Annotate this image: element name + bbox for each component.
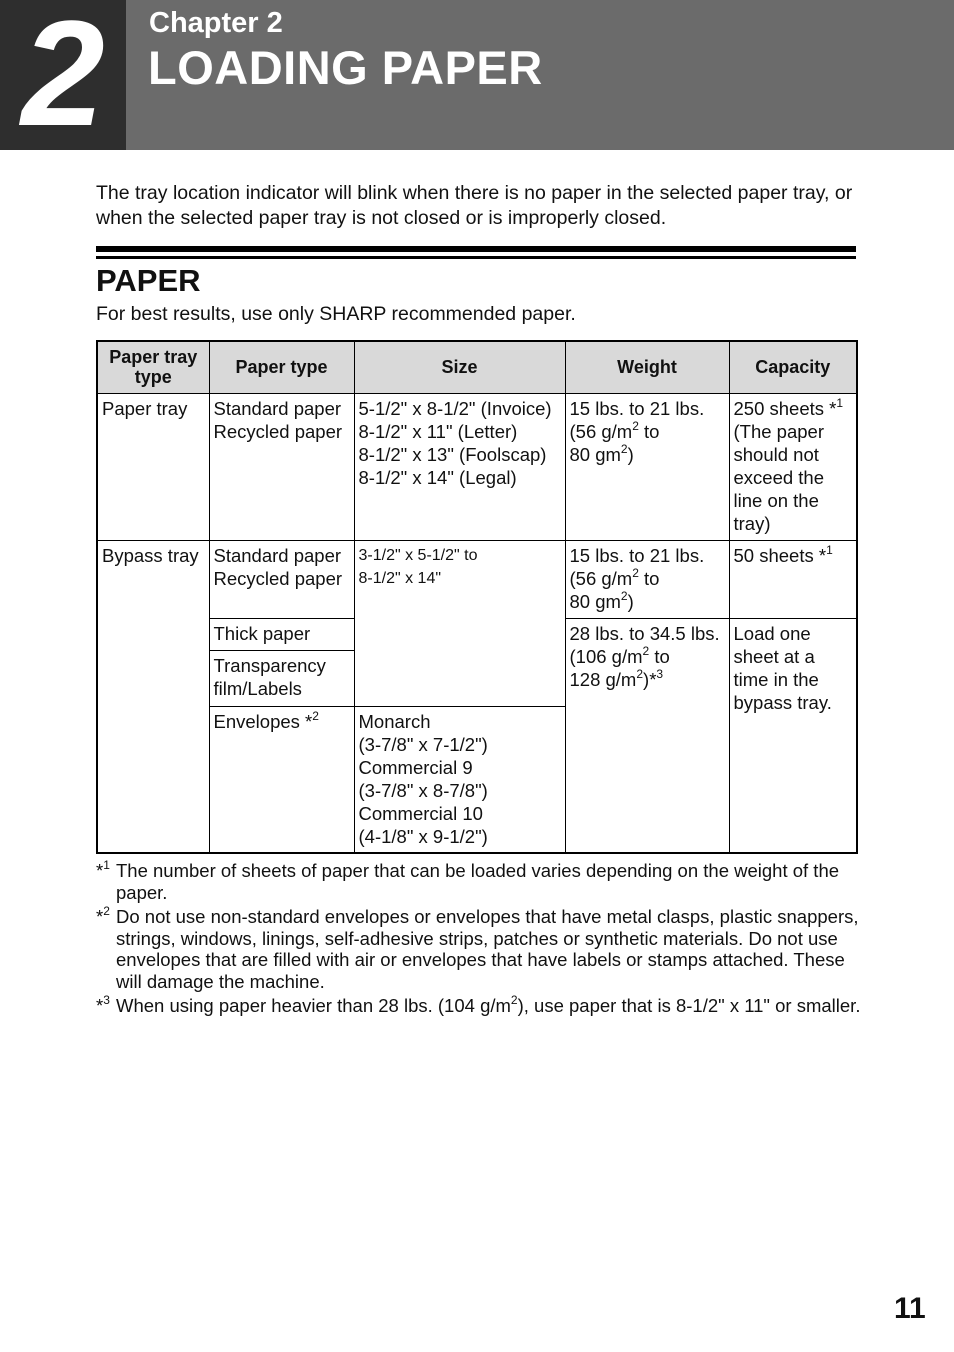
capacity-line: 250 sheets *$^1$ bbox=[733, 395, 844, 419]
cell-capacity bbox=[729, 618, 857, 853]
chapter-label: Chapter 2 bbox=[149, 7, 283, 39]
section-lead: For best results, use only SHARP recommended paper. bbox=[96, 303, 576, 325]
cell-capacity bbox=[729, 540, 857, 618]
cell-size bbox=[354, 540, 565, 706]
table-header-row bbox=[97, 341, 857, 393]
footnote-text: The number of sheets of paper that can be loaded varies depending on the weight of the paper. bbox=[116, 860, 840, 903]
col-header-weight: Weight bbox=[565, 341, 729, 393]
size-line: Monarch bbox=[358, 710, 431, 732]
weight-line: 80 $gm^2$) bbox=[569, 588, 634, 612]
table-row-paper-tray bbox=[97, 393, 857, 540]
cell-tray bbox=[97, 393, 209, 540]
paper-spec-table bbox=[96, 340, 858, 854]
size-line: 8-1/2" x 11" (Letter) bbox=[358, 420, 518, 442]
chapter-header bbox=[0, 0, 954, 157]
size-line: (3-7/8" x 8-7/8") bbox=[358, 779, 488, 801]
capacity-line: sheet at a bbox=[733, 645, 815, 667]
table-row-bypass-standard bbox=[97, 540, 857, 618]
capacity-line: bypass tray. bbox=[733, 691, 832, 713]
col-header-size: Size bbox=[354, 341, 565, 393]
cell-type bbox=[209, 540, 354, 618]
footnote-mark: *$^2$ bbox=[96, 904, 110, 927]
capacity-line: exceed the bbox=[733, 466, 825, 488]
tray-name: Paper tray bbox=[102, 397, 188, 419]
chapter-number-box bbox=[0, 0, 126, 157]
capacity-line: tray) bbox=[733, 512, 771, 534]
type-line: Thick paper bbox=[213, 622, 311, 644]
capacity-line: (The paper bbox=[733, 420, 824, 442]
size-line: 8-1/2" x 14" (Legal) bbox=[358, 466, 517, 488]
capacity-line: Load one bbox=[733, 622, 811, 644]
cell-weight bbox=[565, 393, 729, 540]
footnote-mark: *$^3$ bbox=[96, 993, 110, 1016]
cell-tray bbox=[97, 540, 209, 853]
cell-size bbox=[354, 393, 565, 540]
section-rule-thick bbox=[96, 246, 856, 252]
type-line: Standard paper bbox=[213, 397, 342, 419]
page-number: 11 bbox=[894, 1292, 926, 1325]
tray-name: Bypass tray bbox=[102, 544, 199, 566]
footnote-text: Do not use non-standard envelopes or envelopes that have metal clasps, plastic snappers, strings, windows, linings, self-adhesive strips, patches or synthetic materials. Do not use envelopes that are filled with air or envelopes that have labels or stamps attached. These will damage the machine. bbox=[116, 906, 859, 992]
chapter-title: LOADING PAPER bbox=[148, 41, 543, 94]
section-title: PAPER bbox=[96, 263, 201, 298]
weight-line: 15 lbs. to 21 lbs. bbox=[569, 397, 705, 419]
footnotes bbox=[96, 860, 866, 1020]
weight-line: (56 $g/m^2$ to bbox=[569, 565, 660, 589]
size-line: (3-7/8" x 7-1/2") bbox=[358, 733, 488, 755]
size-line: 5-1/2" x 8-1/2" (Invoice) bbox=[358, 397, 552, 419]
type-line: Recycled paper bbox=[213, 420, 343, 442]
capacity-line: line on the bbox=[733, 489, 819, 511]
footnote-1 bbox=[96, 860, 866, 903]
size-line: Commercial 9 bbox=[358, 756, 473, 778]
weight-line: (106 $g/m^2$ to bbox=[569, 643, 670, 667]
capacity-line: should not bbox=[733, 443, 819, 465]
type-line: Transparency bbox=[213, 654, 326, 676]
size-line: 3-1/2" x 5-1/2" to bbox=[358, 546, 478, 564]
cell-type bbox=[209, 706, 354, 853]
capacity-line: time in the bbox=[733, 668, 819, 690]
weight-line: 128 $g/m^2)*^3$ bbox=[569, 666, 664, 690]
col-header-capacity: Capacity bbox=[729, 341, 857, 393]
footnote-3 bbox=[96, 995, 866, 1017]
weight-line: 15 lbs. to 21 lbs. bbox=[569, 544, 705, 566]
type-line: film/Labels bbox=[213, 677, 302, 699]
cell-size bbox=[354, 706, 565, 853]
chapter-number: 2 bbox=[21, 0, 105, 157]
weight-line: 28 lbs. to 34.5 lbs. bbox=[569, 622, 720, 644]
size-line: 8-1/2" x 14" bbox=[358, 569, 442, 587]
col-header-tray: Paper tray type bbox=[97, 341, 209, 393]
type-line: Recycled paper bbox=[213, 567, 343, 589]
cell-type bbox=[209, 393, 354, 540]
cell-capacity bbox=[729, 393, 857, 540]
size-line: 8-1/2" x 13" (Foolscap) bbox=[358, 443, 547, 465]
cell-type bbox=[209, 650, 354, 706]
footnote-2 bbox=[96, 906, 866, 992]
type-line: Standard paper bbox=[213, 544, 342, 566]
weight-line: 80 $gm^2$) bbox=[569, 441, 634, 465]
capacity-line: 50 sheets *$^1$ bbox=[733, 542, 833, 566]
footnote-mark: *$^1$ bbox=[96, 858, 110, 881]
size-line: Commercial 10 bbox=[358, 802, 483, 824]
cell-weight bbox=[565, 618, 729, 853]
footnote-text: When using paper heavier than 28 lbs. (104 $g/m^2$), use paper that is 8-1/2" x 11" or smaller. bbox=[116, 993, 861, 1016]
weight-line: (56 $g/m^2$ to bbox=[569, 418, 660, 442]
cell-type bbox=[209, 618, 354, 650]
type-line: Envelopes *$^2$ bbox=[213, 708, 319, 732]
col-header-type: Paper type bbox=[209, 341, 354, 393]
intro-paragraph: The tray location indicator will blink when there is no paper in the selected paper tray, or when the selected paper tray is not closed or is improperly closed. bbox=[96, 182, 853, 229]
cell-weight bbox=[565, 540, 729, 618]
section-rule-thin bbox=[96, 256, 856, 259]
size-line: (4-1/8" x 9-1/2") bbox=[358, 825, 488, 847]
